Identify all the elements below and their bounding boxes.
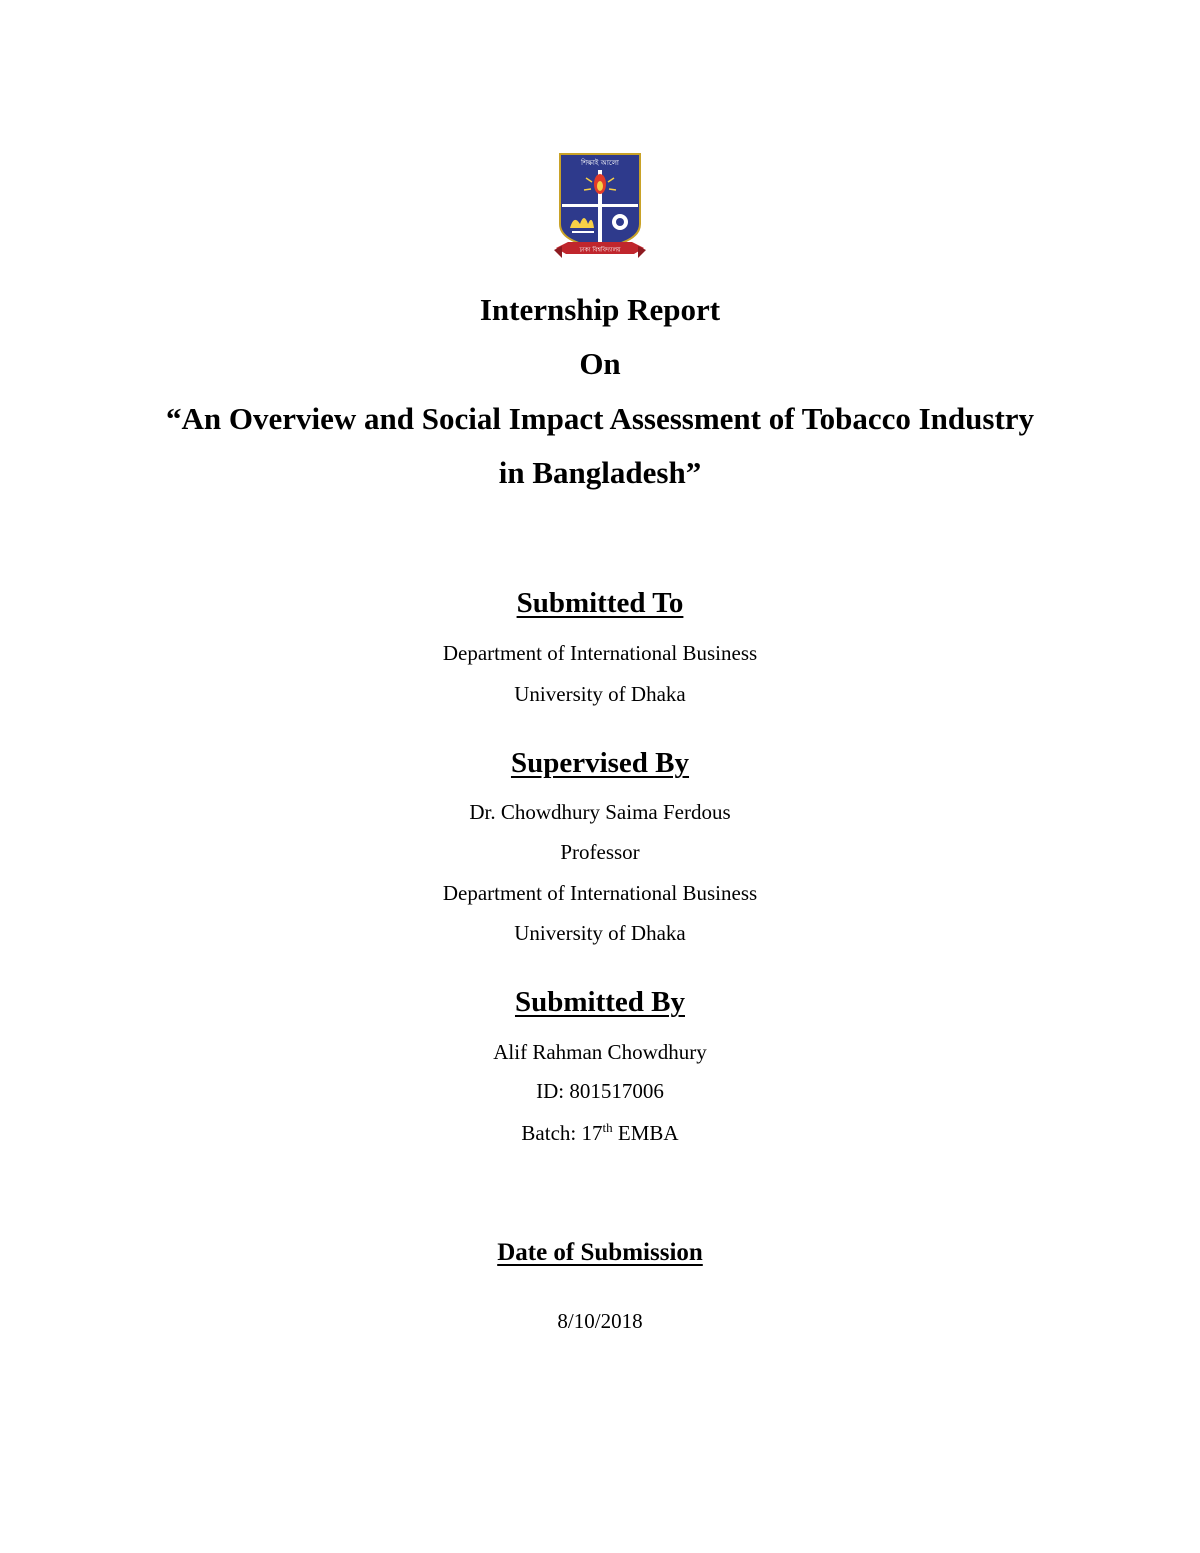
submitted-to-department: Department of International Business [442,641,758,665]
supervisor-name: Dr. Chowdhury Saima Ferdous [469,800,731,824]
submitted-to-university: University of Dhaka [514,682,686,706]
date-of-submission-heading: Date of Submission [497,1239,703,1266]
submission-date: 8/10/2018 [557,1309,643,1333]
submitted-by-heading: Submitted By [514,986,685,1018]
supervisor-department: Department of International Business [442,881,758,905]
report-title-on: On [579,346,621,381]
report-subject-line-1: “An Overview and Social Impact Assessment of Tobacco Industry [165,401,1035,436]
batch-ordinal: th [602,1120,613,1135]
report-title: Internship Report [479,292,721,327]
svg-text:শিক্ষাই আলো: শিক্ষাই আলো [581,159,619,167]
student-batch [0,1120,1200,1146]
report-subject-line-2: in Bangladesh” [498,455,702,490]
supervisor-university: University of Dhaka [514,921,686,945]
university-crest-logo [554,150,646,262]
student-id: ID: 801517006 [536,1079,664,1103]
supervisor-title: Professor [560,840,640,864]
supervised-by-heading: Supervised By [510,747,690,779]
batch-suffix: EMBA [612,1121,679,1145]
submitted-to-heading: Submitted To [516,587,684,619]
batch-prefix: Batch: 17 [521,1121,603,1145]
svg-text:ঢাকা বিশ্ববিদ্যালয়: ঢাকা বিশ্ববিদ্যালয় [579,246,621,254]
student-name: Alif Rahman Chowdhury [493,1040,707,1064]
